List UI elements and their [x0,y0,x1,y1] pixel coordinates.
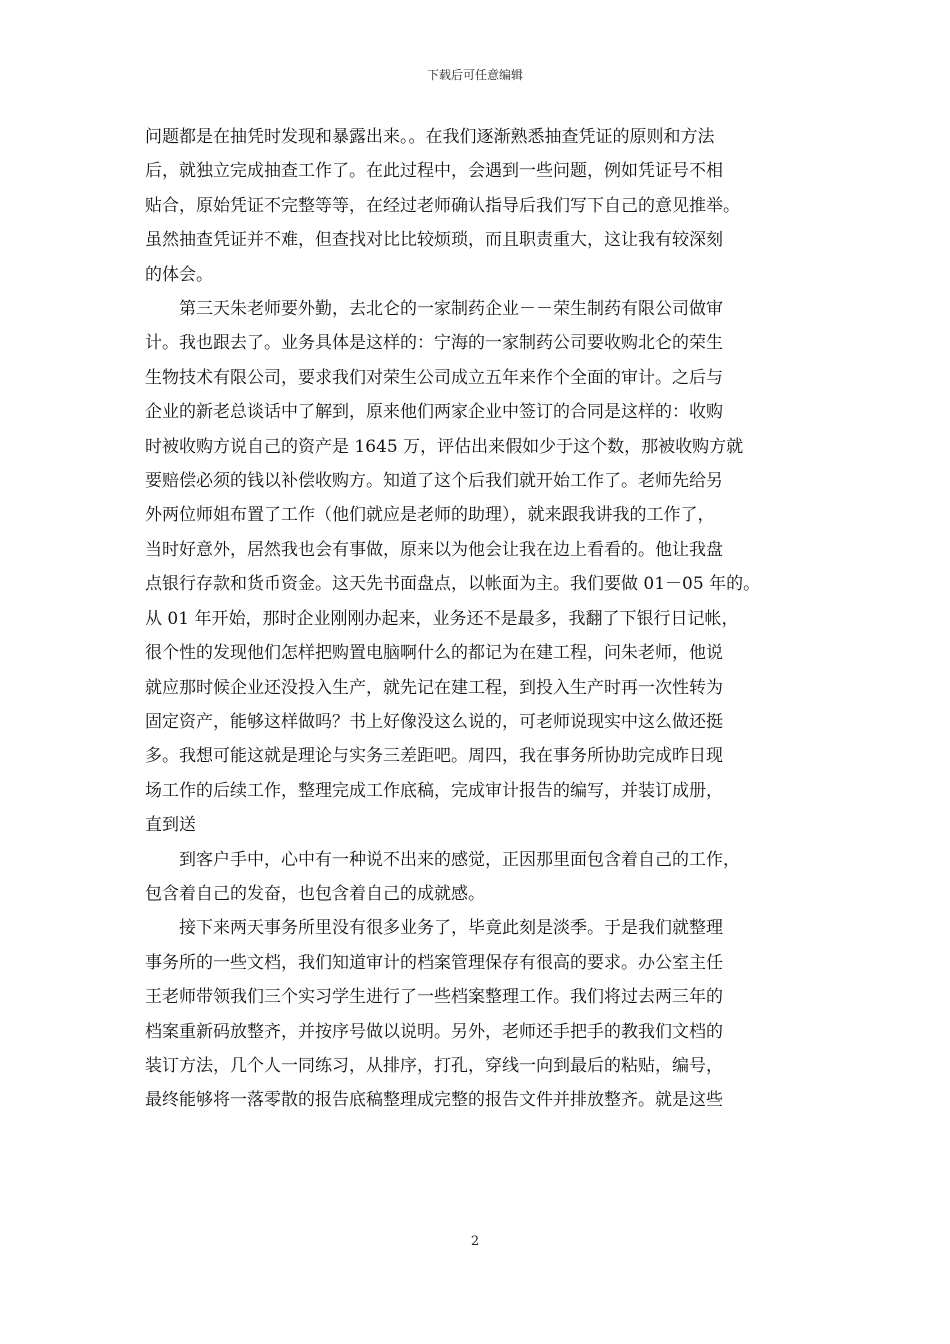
text-line: 点银行存款和货币资金。这天先书面盘点，以帐面为主。我们要做 01－05 年的。 [145,574,761,595]
text-line: 接下来两天事务所里没有很多业务了，毕竟此刻是淡季。于是我们就整理 [145,918,723,939]
text-line: 最终能够将一落零散的报告底稿整理成完整的报告文件并排放整齐。就是这些 [145,1090,723,1111]
text-line: 贴合，原始凭证不完整等等，在经过老师确认指导后我们写下自己的意见推举。 [145,195,740,216]
text-line: 问题都是在抽凭时发现和暴露出来。。在我们逐渐熟悉抽查凭证的原则和方法 [145,127,715,147]
text-line: 时被收购方说自己的资产是 1645 万，评估出来假如少于这个数，那被收购方就 [145,436,744,457]
paragraph [145,843,805,912]
text-line: 王老师带领我们三个实习学生进行了一些档案整理工作。我们将过去两三年的 [145,987,723,1008]
page-header: 下载后可任意编辑 [426,68,523,82]
paragraph [145,911,805,1117]
text-line: 包含着自己的发奋，也包含着自己的成就感。 [145,883,485,904]
text-line: 装订方法，几个人一同练习，从排序，打孔，穿线一向到最后的粘贴，编号， [145,1055,723,1076]
text-line: 就应那时候企业还没投入生产，就先记在建工程，到投入生产时再一次性转为 [145,677,723,698]
text-line: 要赔偿必须的钱以补偿收购方。知道了这个后我们就开始工作了。老师先给另 [145,471,723,492]
text-line: 外两位师姐布置了工作（他们就应是老师的助理），就来跟我讲我的工作了， [145,505,715,526]
text-line: 多。我想可能这就是理论与实务三差距吧。周四，我在事务所协助完成昨日现 [145,746,723,767]
text-line: 企业的新老总谈话中了解到，原来他们两家企业中签订的合同是这样的：收购 [145,402,723,423]
page-number: 2 [470,1234,480,1249]
text-line: 档案重新码放整齐，并按序号做以说明。另外，老师还手把手的教我们文档的 [145,1021,723,1042]
text-line: 很个性的发现他们怎样把购置电脑啊什么的都记为在建工程，问朱老师，他说 [145,643,723,664]
text-line: 当时好意外，居然我也会有事做，原来以为他会让我在边上看看的。他让我盘 [145,539,723,560]
text-line: 后，就独立完成抽查工作了。在此过程中，会遇到一些问题，例如凭证号不相 [145,161,723,182]
paragraph [145,292,805,843]
text-line: 第三天朱老师要外勤，去北仑的一家制药企业－－荣生制药有限公司做审 [145,299,723,320]
document-body [145,120,805,1118]
text-line: 生物技术有限公司，要求我们对荣生公司成立五年来作个全面的审计。之后与 [145,367,723,388]
text-line: 场工作的后续工作，整理完成工作底稿，完成审计报告的编写，并装订成册， [145,780,723,801]
text-line: 计。我也跟去了。业务具体是这样的：宁海的一家制药公司要收购北仑的荣生 [145,333,723,354]
text-line: 虽然抽查凭证并不难，但查找对比比较烦琐，而且职责重大，这让我有较深刻 [145,230,723,251]
text-line: 的体会。 [145,264,213,285]
text-line: 事务所的一些文档，我们知道审计的档案管理保存有很高的要求。办公室主任 [145,952,723,973]
text-line: 固定资产，能够这样做吗？书上好像没这么说的，可老师说现实中这么做还挺 [145,711,723,732]
text-line: 直到送 [145,815,196,836]
paragraph [145,120,805,292]
text-line: 到客户手中，心中有一种说不出来的感觉，正因那里面包含着自己的工作， [145,849,740,870]
text-line: 从 01 年开始，那时企业刚刚办起来，业务还不是最多，我翻了下银行日记帐， [145,608,739,629]
